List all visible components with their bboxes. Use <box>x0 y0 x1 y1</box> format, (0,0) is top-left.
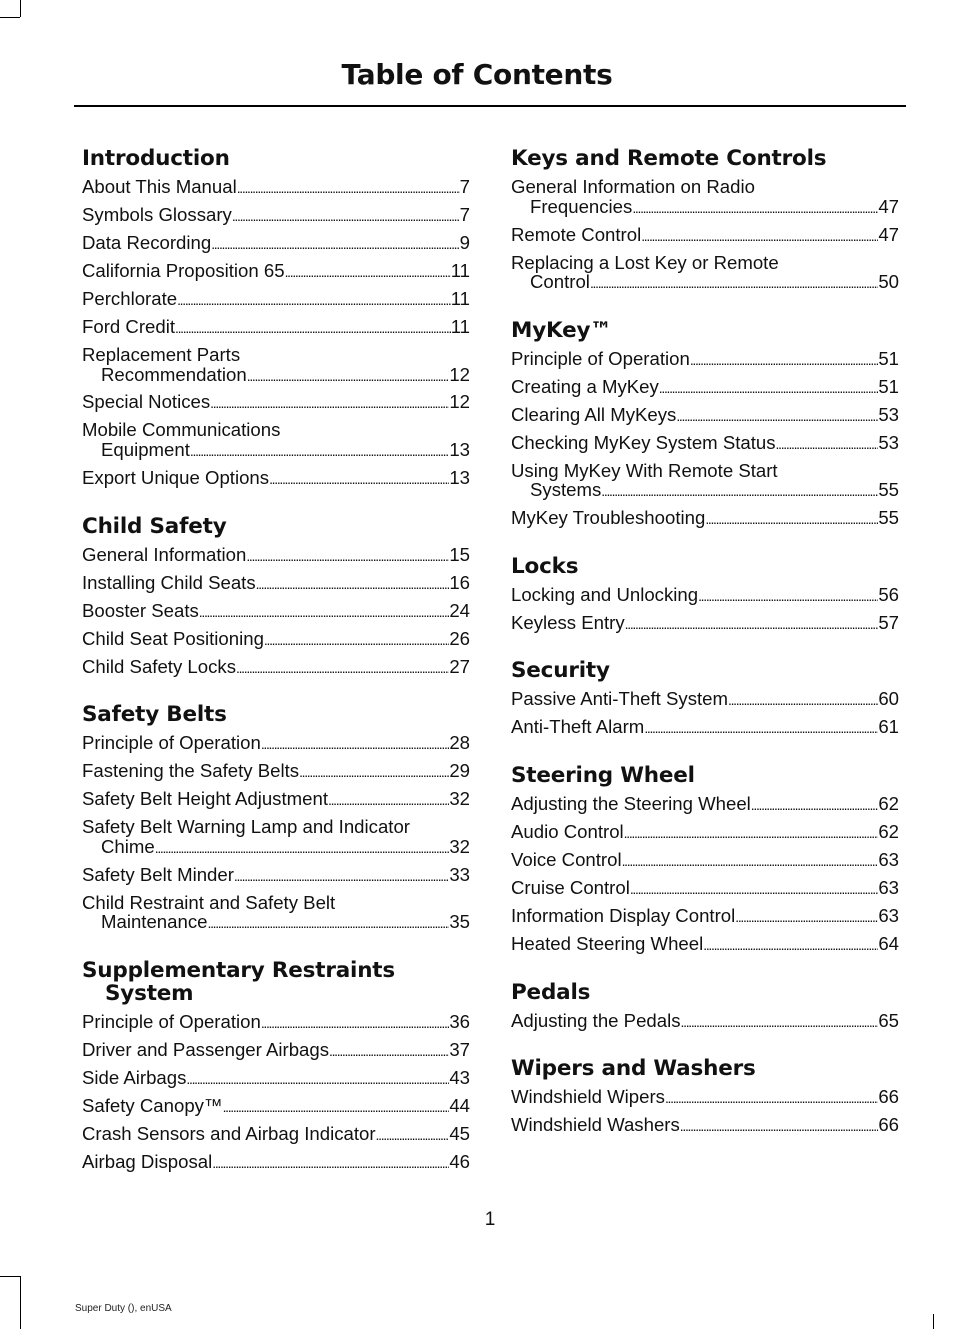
toc-entry[interactable] <box>511 508 899 530</box>
entry-page-number: 61 <box>878 716 899 738</box>
entry-title: Recommendation <box>101 363 247 385</box>
entry-page-number: 26 <box>449 627 470 649</box>
entry-page-number: 7 <box>459 203 470 225</box>
entry-title: Perchlorate <box>82 287 178 309</box>
toc-entry[interactable] <box>511 177 899 218</box>
dot-leader <box>698 587 878 607</box>
dot-leader <box>155 839 450 859</box>
toc-entry[interactable] <box>82 573 470 595</box>
dot-leader <box>232 207 460 227</box>
entry-page-number: 15 <box>449 543 470 565</box>
dot-leader <box>261 735 450 755</box>
entry-title: Ford Credit <box>82 315 175 337</box>
toc-section <box>511 147 899 294</box>
dot-leader <box>269 470 449 490</box>
dot-leader <box>237 179 460 199</box>
toc-section <box>511 1057 899 1137</box>
section-heading: Pedals <box>511 979 591 1005</box>
entry-page-number: 12 <box>449 363 470 385</box>
entry-page-number: 66 <box>878 1114 899 1136</box>
crop-mark-bottom-left <box>0 1276 20 1277</box>
dot-leader <box>690 351 879 371</box>
dot-leader <box>261 1014 450 1034</box>
entry-page-number: 63 <box>878 848 899 870</box>
entry-page-number: 55 <box>878 479 899 501</box>
entry-page-number: 44 <box>449 1094 470 1116</box>
dot-leader <box>264 631 449 651</box>
entry-title: Equipment <box>101 439 190 461</box>
entry-title: Anti-Theft Alarm <box>511 716 645 738</box>
toc-entry[interactable] <box>82 1096 470 1118</box>
dot-leader <box>705 510 878 530</box>
toc-entry[interactable] <box>511 613 899 635</box>
section-heading: Introduction <box>82 146 230 171</box>
toc-entry[interactable] <box>511 585 899 607</box>
entry-page-number: 36 <box>449 1010 470 1032</box>
dot-leader <box>680 1117 879 1137</box>
dot-leader <box>207 914 449 934</box>
entry-title: MyKey Troubleshooting <box>511 507 706 529</box>
entry-title: Safety Belt Warning Lamp and Indicator <box>82 816 410 838</box>
toc-entry[interactable] <box>511 794 899 816</box>
entry-page-number: 57 <box>878 611 899 633</box>
toc-entry[interactable] <box>511 906 899 928</box>
entry-page-number: 46 <box>449 1150 470 1172</box>
dot-leader <box>329 1042 449 1062</box>
entry-title: Child Seat Positioning <box>82 627 264 649</box>
toc-entry[interactable] <box>82 817 470 858</box>
entry-page-number: 60 <box>878 688 899 710</box>
entry-title: Clearing All MyKeys <box>511 403 677 425</box>
entry-title: About This Manual <box>82 176 237 197</box>
dot-leader <box>256 575 450 595</box>
entry-title: Voice Control <box>511 848 622 870</box>
entry-title: Installing Child Seats <box>82 571 256 593</box>
toc-section <box>511 981 899 1033</box>
entry-page-number: 63 <box>878 904 899 926</box>
section-heading: Steering Wheel <box>511 763 695 789</box>
dot-leader <box>223 1098 450 1118</box>
dot-leader <box>703 936 878 956</box>
section-heading: MyKey™ <box>511 317 612 343</box>
toc-entry[interactable] <box>82 1012 470 1034</box>
dot-leader <box>236 659 449 679</box>
entry-title: Child Safety Locks <box>82 655 236 677</box>
toc-entry[interactable] <box>511 461 899 502</box>
entry-title: Audio Control <box>511 821 624 842</box>
toc-section <box>82 147 470 490</box>
dot-leader <box>177 291 451 311</box>
entry-title: Booster Seats <box>82 599 199 621</box>
toc-section <box>511 555 899 635</box>
entry-page-number: 28 <box>449 732 470 754</box>
entry-title: Creating a MyKey <box>511 375 659 397</box>
entry-page-number: 13 <box>449 467 470 489</box>
entry-title: General Information on Radio <box>511 176 755 197</box>
footer-text: Super Duty (), enUSA <box>75 1303 172 1314</box>
toc-entry[interactable] <box>82 733 470 755</box>
entry-title: California Proposition 65 <box>82 259 285 281</box>
toc-entry[interactable] <box>511 377 899 399</box>
toc-entry[interactable] <box>511 878 899 900</box>
dot-leader <box>644 719 878 739</box>
toc-column-right <box>511 147 899 1162</box>
toc-entry[interactable] <box>82 261 470 283</box>
toc-entry[interactable] <box>82 317 470 339</box>
entry-page-number: 62 <box>878 793 899 815</box>
entry-title: Remote Control <box>511 223 642 245</box>
toc-entry[interactable] <box>511 850 899 872</box>
entry-page-number: 33 <box>449 863 470 885</box>
entry-page-number: 55 <box>878 507 899 529</box>
entry-page-number: 12 <box>449 391 470 413</box>
crop-mark-top-left <box>0 17 20 18</box>
entry-title: Replacement Parts <box>82 343 241 365</box>
dot-leader <box>625 615 879 635</box>
entry-title: Maintenance <box>101 911 208 933</box>
entry-title: Data Recording <box>82 231 212 253</box>
dot-leader <box>659 379 879 399</box>
section-heading: Supplementary Restraints System <box>82 957 395 1006</box>
entry-page-number: 63 <box>878 876 899 898</box>
dot-leader <box>622 852 879 872</box>
toc-entry[interactable] <box>82 233 470 255</box>
entry-title: Windshield Wipers <box>511 1086 665 1108</box>
entry-page-number: 29 <box>449 760 470 782</box>
entry-page-number: 9 <box>459 231 470 253</box>
dot-leader <box>186 1070 449 1090</box>
entry-page-number: 11 <box>450 259 470 281</box>
toc-entry[interactable] <box>82 1152 470 1174</box>
entry-title: Safety Belt Minder <box>82 863 234 885</box>
toc-entry[interactable] <box>511 822 899 844</box>
entry-page-number: 32 <box>449 788 470 810</box>
dot-leader <box>681 1013 879 1033</box>
entry-title: Adjusting the Pedals <box>511 1009 681 1031</box>
entry-page-number: 50 <box>878 271 899 293</box>
entry-title: Principle of Operation <box>511 347 690 369</box>
entry-title: Principle of Operation <box>82 1010 261 1032</box>
entry-page-number: 66 <box>878 1086 899 1108</box>
entry-title: Information Display Control <box>511 904 736 926</box>
entry-title: Chime <box>101 835 155 857</box>
section-heading: Keys and Remote Controls <box>511 146 827 171</box>
entry-title: Fastening the Safety Belts <box>82 760 300 782</box>
entry-page-number: 11 <box>450 315 470 337</box>
dot-leader <box>175 319 451 339</box>
entry-title: Keyless Entry <box>511 611 625 633</box>
dot-leader <box>632 199 878 219</box>
toc-entry[interactable] <box>82 1068 470 1090</box>
section-heading: Safety Belts <box>82 702 227 728</box>
entry-page-number: 53 <box>878 403 899 425</box>
entry-page-number: 56 <box>878 583 899 605</box>
dot-leader <box>376 1126 450 1146</box>
toc-entry[interactable] <box>82 865 470 887</box>
entry-page-number: 47 <box>878 223 899 245</box>
dot-leader <box>190 442 449 462</box>
entry-title: Heated Steering Wheel <box>511 932 704 954</box>
entry-title: Passive Anti-Theft System <box>511 688 729 710</box>
entry-title: Control <box>530 271 590 293</box>
toc-entry[interactable] <box>511 253 899 294</box>
toc-entry[interactable] <box>511 689 899 711</box>
toc-entry[interactable] <box>82 420 470 461</box>
entry-page-number: 45 <box>449 1122 470 1144</box>
dot-leader <box>199 603 450 623</box>
entry-title: Cruise Control <box>511 876 630 898</box>
entry-title: Mobile Communications <box>82 419 281 441</box>
entry-title: Replacing a Lost Key or Remote <box>511 251 779 273</box>
crop-mark-bottom-left <box>20 1276 21 1329</box>
toc-entry[interactable] <box>511 405 899 427</box>
entry-title: Principle of Operation <box>82 732 261 754</box>
entry-title: Safety Canopy™ <box>82 1094 223 1116</box>
dot-leader <box>776 435 879 455</box>
toc-entry[interactable] <box>82 177 470 199</box>
dot-leader <box>601 482 878 502</box>
section-heading: Locks <box>511 553 579 579</box>
title-divider <box>74 105 906 107</box>
dot-leader <box>246 547 449 567</box>
toc-entry[interactable] <box>82 468 470 490</box>
entry-page-number: 43 <box>449 1066 470 1088</box>
entry-title: Child Restraint and Safety Belt <box>82 891 336 913</box>
toc-entry[interactable] <box>82 289 470 311</box>
entry-title: Locking and Unlocking <box>511 583 699 605</box>
toc-entry[interactable] <box>511 1087 899 1109</box>
entry-page-number: 32 <box>449 835 470 857</box>
section-heading: Child Safety <box>82 513 227 539</box>
crop-mark-bottom-right <box>933 1314 934 1329</box>
dot-leader <box>641 227 878 247</box>
crop-mark-top-left <box>20 0 21 17</box>
dot-leader <box>590 274 878 294</box>
toc-entry[interactable] <box>82 629 470 651</box>
toc-column-left <box>82 147 470 1198</box>
entry-title: Safety Belt Height Adjustment <box>82 788 328 810</box>
toc-entry[interactable] <box>82 789 470 811</box>
entry-title: Special Notices <box>82 391 211 413</box>
toc-entry[interactable] <box>511 717 899 739</box>
entry-page-number: 27 <box>449 655 470 677</box>
toc-section <box>82 515 470 679</box>
entry-page-number: 13 <box>449 439 470 461</box>
toc-entry[interactable] <box>82 1124 470 1146</box>
entry-page-number: 51 <box>878 375 899 397</box>
entry-page-number: 65 <box>878 1009 899 1031</box>
toc-entry[interactable] <box>511 225 899 247</box>
entry-title: Crash Sensors and Airbag Indicator <box>82 1122 376 1144</box>
toc-entry[interactable] <box>82 345 470 386</box>
entry-page-number: 7 <box>459 176 470 197</box>
toc-entry[interactable] <box>511 1011 899 1033</box>
entry-title: Systems <box>530 479 602 501</box>
toc-section <box>511 319 899 530</box>
entry-page-number: 11 <box>450 287 470 309</box>
entry-page-number: 47 <box>878 195 899 217</box>
dot-leader <box>728 691 878 711</box>
toc-entry[interactable] <box>82 893 470 934</box>
entry-page-number: 24 <box>449 599 470 621</box>
dot-leader <box>247 367 450 387</box>
toc-entry[interactable] <box>82 545 470 567</box>
toc-entry[interactable] <box>82 205 470 227</box>
entry-page-number: 62 <box>878 821 899 842</box>
toc-entry[interactable] <box>82 392 470 414</box>
page-number: 1 <box>484 1209 496 1230</box>
entry-page-number: 37 <box>449 1038 470 1060</box>
dot-leader <box>624 824 879 844</box>
entry-page-number: 64 <box>878 932 899 954</box>
entry-title: Symbols Glossary <box>82 203 232 225</box>
dot-leader <box>210 394 449 414</box>
toc-entry[interactable] <box>511 433 899 455</box>
dot-leader <box>665 1089 878 1109</box>
entry-title: Airbag Disposal <box>82 1150 213 1172</box>
dot-leader <box>630 880 878 900</box>
dot-leader <box>751 796 879 816</box>
entry-title: Driver and Passenger Airbags <box>82 1038 330 1060</box>
dot-leader <box>299 763 449 783</box>
entry-title: General Information <box>82 543 247 565</box>
toc-section <box>511 764 899 956</box>
toc-entry[interactable] <box>511 1115 899 1137</box>
entry-title: Export Unique Options <box>82 467 270 489</box>
toc-entry[interactable] <box>82 1040 470 1062</box>
dot-leader <box>285 263 451 283</box>
entry-page-number: 16 <box>449 571 470 593</box>
section-heading: Security <box>511 658 610 684</box>
dot-leader <box>676 407 878 427</box>
entry-title: Side Airbags <box>82 1066 187 1088</box>
dot-leader <box>328 791 449 811</box>
toc-entry[interactable] <box>82 761 470 783</box>
entry-title: Frequencies <box>530 195 633 217</box>
entry-title: Using MyKey With Remote Start <box>511 459 778 481</box>
entry-page-number: 35 <box>449 911 470 933</box>
dot-leader <box>735 908 878 928</box>
toc-section <box>82 703 470 934</box>
toc-section <box>82 959 470 1174</box>
entry-title: Checking MyKey System Status <box>511 431 776 453</box>
entry-title: Windshield Washers <box>511 1114 680 1136</box>
entry-page-number: 51 <box>878 347 899 369</box>
toc-entry[interactable] <box>511 934 899 956</box>
toc-entry[interactable] <box>82 657 470 679</box>
dot-leader <box>212 1154 449 1174</box>
toc-entry[interactable] <box>82 601 470 623</box>
toc-entry[interactable] <box>511 349 899 371</box>
section-heading: Wipers and Washers <box>511 1056 756 1082</box>
toc-section <box>511 659 899 739</box>
entry-page-number: 53 <box>878 431 899 453</box>
page-title: Table of Contents <box>341 58 613 91</box>
dot-leader <box>211 235 459 255</box>
dot-leader <box>234 867 449 887</box>
entry-title: Adjusting the Steering Wheel <box>511 793 751 815</box>
